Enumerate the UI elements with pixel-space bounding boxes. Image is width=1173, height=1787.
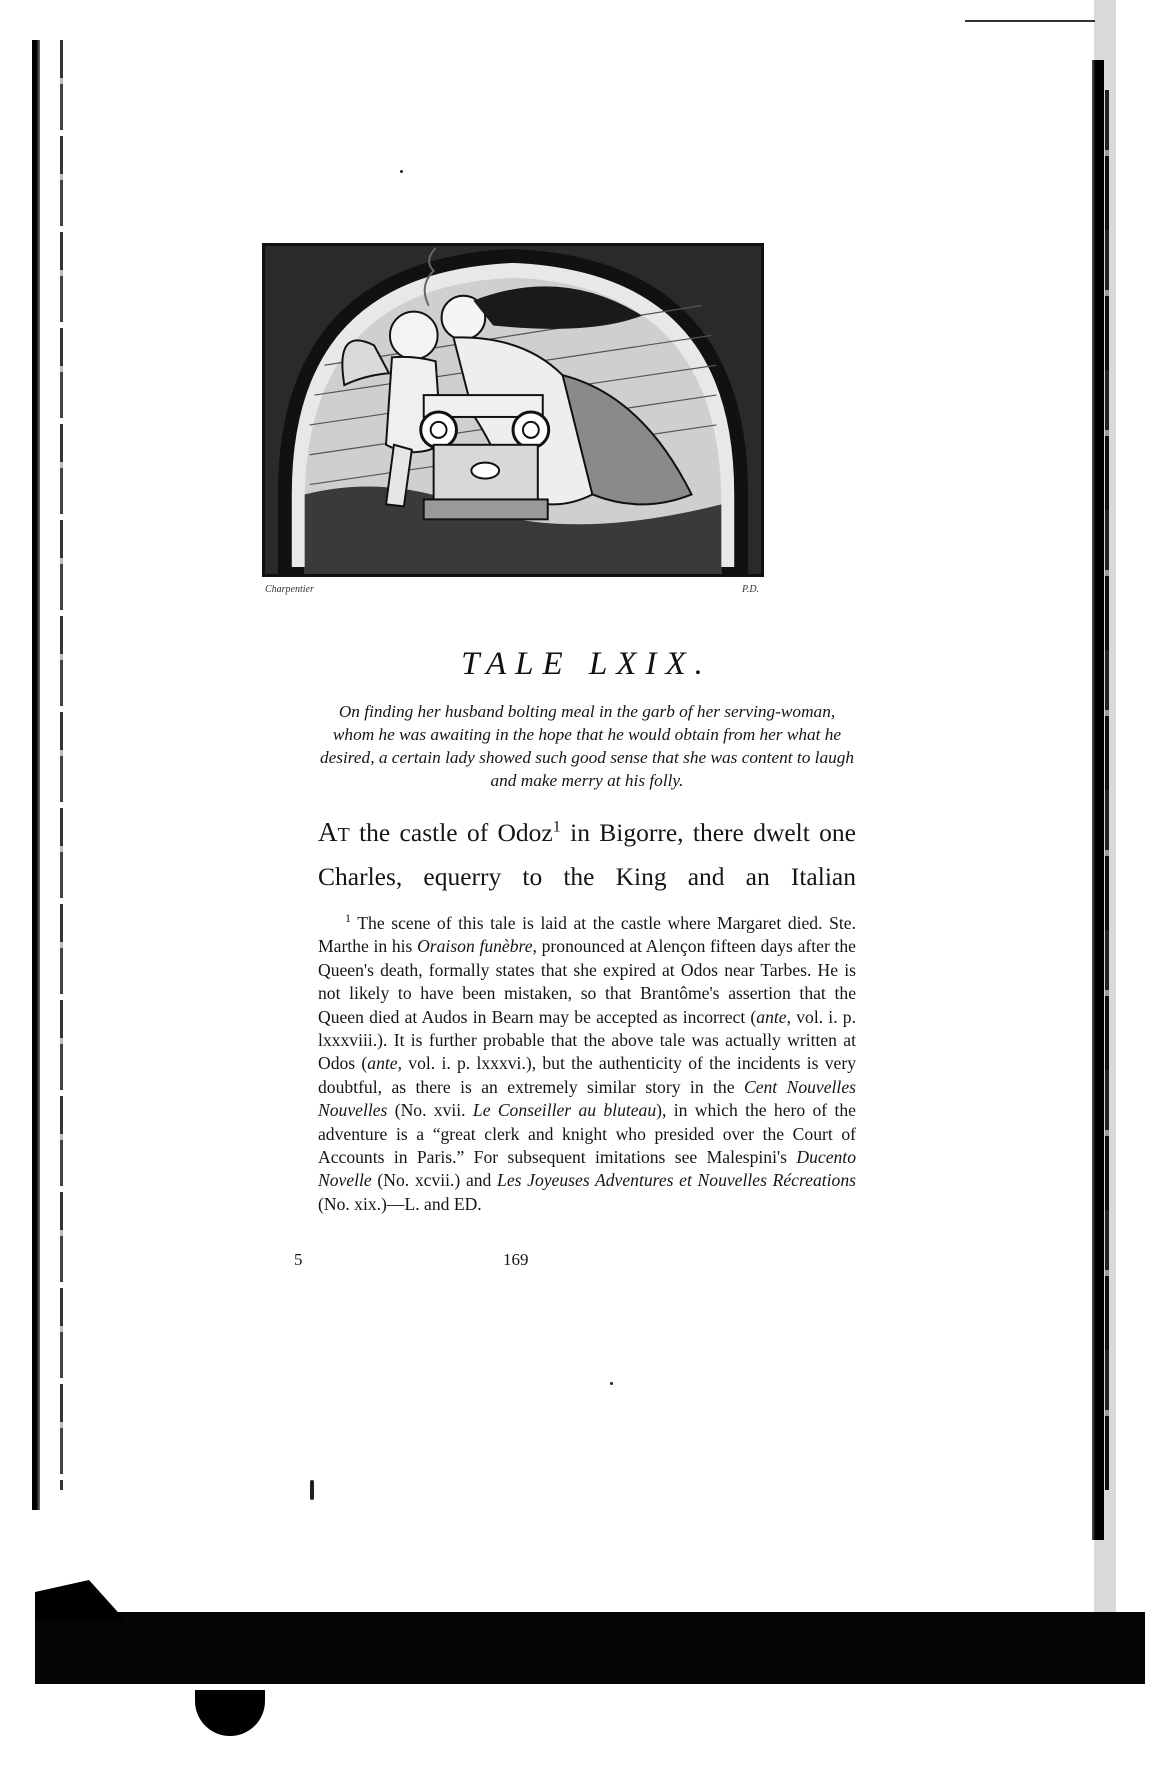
signature-mark: 5 (294, 1250, 303, 1269)
scan-bottom-edge (35, 1612, 1145, 1684)
small-capital: T (337, 824, 350, 846)
footnote-text: (No. xvii. (394, 1100, 466, 1121)
scan-bottom-corner (35, 1580, 125, 1620)
footnote-text: vol. i. p. lxxxviii.). It is further probable that the above tale was actually written at Odos ( (318, 1006, 856, 1074)
tale-body (318, 811, 856, 898)
footnote-text: (No. xcvii.) and (377, 1170, 492, 1191)
footnote-reference: 1 (552, 818, 561, 836)
scan-edge-left (32, 40, 40, 1510)
illustration-drawing (265, 246, 761, 574)
body-text-rest: in Bigorre, there dwelt one Charles, equerry to the King and an Italian (318, 818, 857, 891)
tale-title: TALE LXIX. (461, 646, 712, 682)
engraver-signature-right: P.D. (742, 584, 760, 595)
scan-edge-right (1092, 60, 1104, 1540)
footnote-italic: Le Conseiller au bluteau (472, 1100, 657, 1121)
scan-speck (310, 1480, 314, 1500)
footnote-italic: Cent Nouvelles Nouvelles (318, 1076, 856, 1121)
scan-top-rule (965, 20, 1095, 22)
drop-capital: A (318, 817, 338, 847)
scan-speck (610, 1382, 613, 1385)
footnote-text: The scene of this tale is laid at the castle where Margaret died. Ste. Marthe in his (318, 913, 856, 957)
footnote-text: ), in which the hero of the adventure is a “great clerk and knight who presided over the Court of Accounts in Paris.” For subsequent imitations see Malespini's (318, 1100, 856, 1168)
tale-illustration (262, 243, 764, 577)
scan-speck (400, 170, 403, 173)
footnote-text: vol. i. p. lxxxvi.), but the authenticity of the incidents is very doubtful, as there is an extremely similar story in the (318, 1053, 857, 1097)
footnote-italic: Les Joyeuses Adventures et Nouvelles Récreations (497, 1170, 856, 1191)
footnote (318, 912, 856, 1216)
scan-edge-right-inner (1105, 90, 1109, 1490)
engraver-signature-left: Charpentier (265, 584, 314, 595)
footnote-text: (No. xix.)—L. and ED. (318, 1193, 482, 1214)
footnote-text: pronounced at Alençon fifteen days after the Queen's death, formally states that she expired at Odos near Tarbes. He is not likely to have been mistaken, so that Brantôme's assertion that the Queen died at Audos in Bearn may be accepted as incorrect ( (318, 936, 856, 1027)
footnote-italic: ante, (756, 1006, 791, 1027)
footnote-italic: Oraison funèbre, (417, 936, 537, 957)
tale-argument: On finding her husband bolting meal in the garb of her serving-woman, whom he was awaiting in the hope that he would obtain from her what he desired, a certain lady showed such good sense that she was content to laugh and make merry at his folly. (319, 702, 855, 790)
footnote-italic: ante, (367, 1053, 402, 1074)
footnote-italic: Ducento Novelle (318, 1147, 856, 1191)
footnote-number: 1 (345, 911, 351, 926)
page-number: 169 (503, 1250, 529, 1269)
body-text-start: the castle of Odoz (359, 818, 553, 847)
scan-edge-left-inner (60, 40, 63, 1490)
